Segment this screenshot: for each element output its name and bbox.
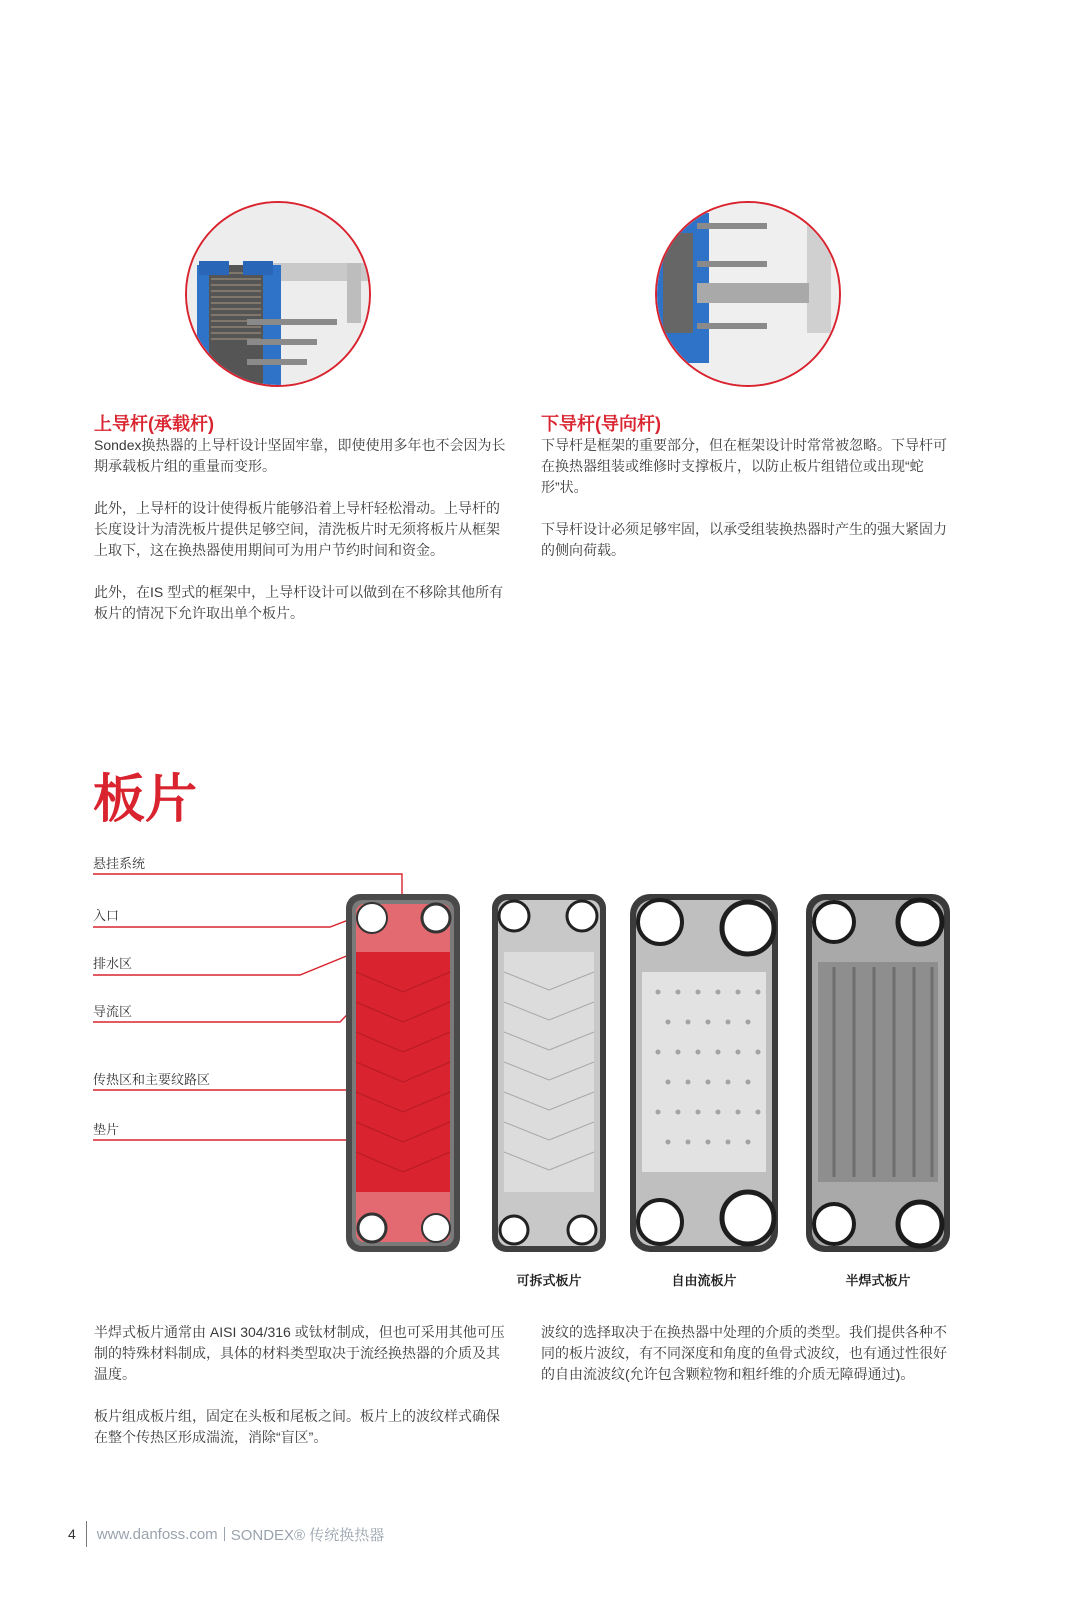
label-inlet: 入口 — [93, 908, 120, 923]
footer-divider — [86, 1521, 87, 1547]
plates-section-title: 板片 — [93, 771, 198, 829]
lower-guide-paragraph: 下导杆是框架的重要部分，但在框架设计时常常被忽略。下导杆可在换热器组装或维修时支撑板片，以防止板片组错位或出现“蛇形”状。 — [541, 437, 947, 495]
free-flow-plate-illustration — [628, 892, 780, 1254]
annotated-plate-illustration — [344, 892, 462, 1254]
bottom-right-text — [541, 1322, 953, 1385]
footer-url[interactable]: www.danfoss.com — [96, 1525, 218, 1543]
bottom-left-paragraph: 半焊式板片通常由 AISI 304/316 或钛材制成，但也可采用其他可压制的特殊材料制成，具体的材料类型取决于流经换热器的介质及其温度。 — [94, 1324, 505, 1382]
label-distribution-area: 导流区 — [93, 1004, 133, 1019]
footer-separator — [224, 1527, 225, 1541]
caption-removable-plate: 可拆式板片 — [516, 1273, 582, 1288]
label-heat-transfer-area: 传热区和主要纹路区 — [93, 1072, 211, 1087]
label-drain-area: 排水区 — [93, 956, 133, 971]
upper-guide-paragraph: Sondex换热器的上导杆设计坚固牢靠，即使使用多年也不会因为长期承载板片组的重量而变形。 — [94, 437, 506, 474]
footer-brand: SONDEX® 传统换热器 — [230, 1526, 385, 1544]
removable-plate-illustration — [490, 892, 608, 1254]
caption-semi-welded-plate: 半焊式板片 — [845, 1273, 911, 1288]
upper-guide-paragraph: 此外，上导杆的设计使得板片能够沿着上导杆轻松滑动。上导杆的长度设计为清洗板片提供足够空间，清洗板片时无须将板片从框架上取下，这在换热器使用期间可为用户节约时间和资金。 — [94, 500, 500, 558]
page-number: 4 — [68, 1526, 76, 1542]
semi-welded-plate-illustration — [804, 892, 952, 1254]
label-hanging-system: 悬挂系统 — [93, 856, 146, 871]
bottom-right-paragraph: 波纹的选择取决于在换热器中处理的介质的类型。我们提供各种不同的板片波纹，有不同深度和角度的鱼骨式波纹，也有通过性很好的自由流波纹(允许包含颗粒物和粗纤维的介质无障碍通过)。 — [541, 1324, 947, 1382]
label-gasket: 垫片 — [93, 1122, 120, 1137]
caption-free-flow-plate: 自由流板片 — [671, 1273, 737, 1288]
bottom-left-text — [94, 1322, 512, 1448]
upper-guide-paragraph: 此外，在IS 型式的框架中，上导杆设计可以做到在不移除其他所有板片的情况下允许取出单个板片。 — [94, 584, 504, 621]
lower-guide-title: 下导杆(导向杆) — [541, 414, 661, 434]
bottom-left-paragraph: 板片组成板片组，固定在头板和尾板之间。板片上的波纹样式确保在整个传热区形成湍流，消除“盲区”。 — [94, 1408, 500, 1445]
page-footer — [68, 1522, 384, 1546]
upper-guide-title: 上导杆(承载杆) — [94, 414, 214, 434]
lower-guide-paragraph: 下导杆设计必须足够牢固，以承受组装换热器时产生的强大紧固力的侧向荷载。 — [541, 521, 947, 558]
